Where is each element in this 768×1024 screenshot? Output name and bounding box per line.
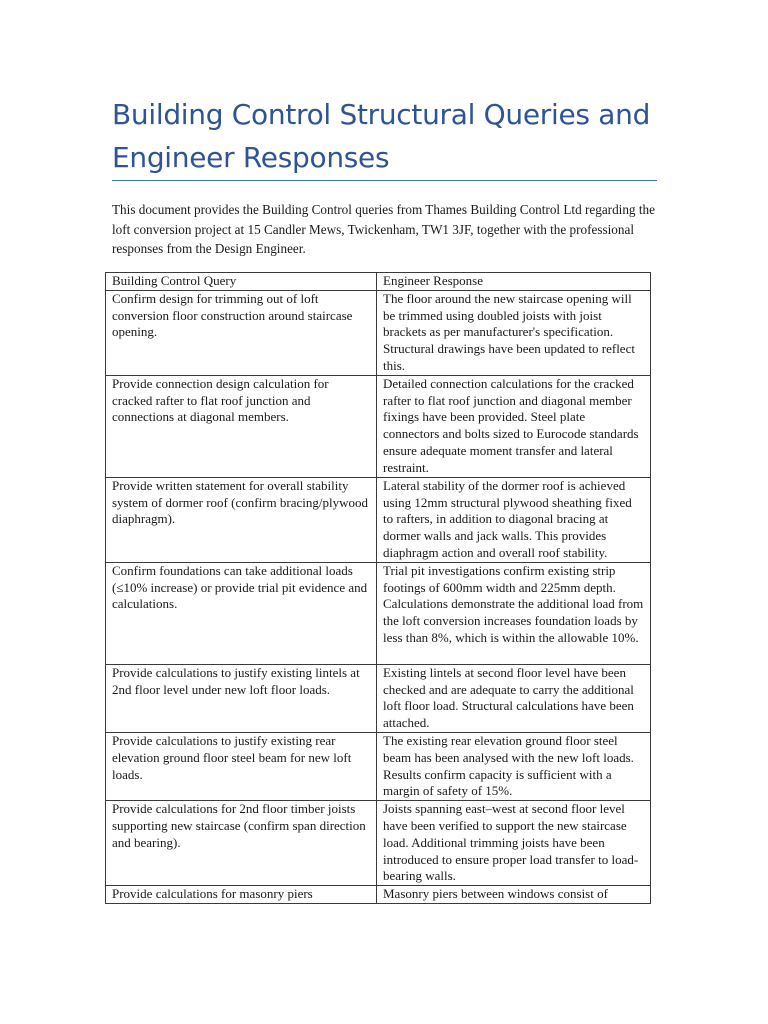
response-cell: Masonry piers between windows consist of	[377, 886, 651, 904]
query-cell: Provide written statement for overall stability system of dormer roof (confirm bracing/plywood diaphragm).	[106, 477, 377, 562]
intro-paragraph: This document provides the Building Control queries from Thames Building Control Ltd regarding the loft conversion project at 15 Candler Mews, Twickenham, TW1 3JF, together with the professional responses from the Design Engineer.	[112, 202, 655, 256]
table-row	[106, 732, 651, 800]
table-row	[106, 801, 651, 886]
response-cell: Existing lintels at second floor level have been checked and are adequate to carry the additional loft floor load. Structural calculations have been attached.	[377, 664, 651, 732]
table-header-row	[106, 273, 651, 291]
response-cell: The existing rear elevation ground floor steel beam has been analysed with the new loft loads. Results confirm capacity is sufficient with a margin of safety of 15%.	[377, 732, 651, 800]
response-cell: Lateral stability of the dormer roof is achieved using 12mm structural plywood sheathing fixed to rafters, in addition to diagonal bracing at dormer walls and jack walls. This provides diaphragm action and overall roof stability.	[377, 477, 651, 562]
query-cell: Provide calculations for masonry piers	[106, 886, 377, 904]
table-row	[106, 562, 651, 664]
query-column-header: Building Control Query	[106, 273, 377, 291]
table-row	[106, 375, 651, 477]
response-cell: Detailed connection calculations for the cracked rafter to flat roof junction and diagonal member fixings have been provided. Steel plate connectors and bolts sized to Eurocode standards ensure adequate moment transfer and lateral restraint.	[377, 375, 651, 477]
table-row	[106, 290, 651, 375]
query-cell: Provide calculations to justify existing lintels at 2nd floor level under new loft floor loads.	[106, 664, 377, 732]
query-cell: Confirm design for trimming out of loft conversion floor construction around staircase opening.	[106, 290, 377, 375]
response-cell: The floor around the new staircase opening will be trimmed using doubled joists with joist brackets as per manufacturer's specification. Structural drawings have been updated to reflect this.	[377, 290, 651, 375]
table-row	[106, 886, 651, 904]
query-cell: Provide calculations to justify existing rear elevation ground floor steel beam for new loft loads.	[106, 732, 377, 800]
table-row	[106, 664, 651, 732]
query-cell: Confirm foundations can take additional loads (≤10% increase) or provide trial pit evidence and calculations.	[106, 562, 377, 664]
queries-table	[105, 272, 651, 904]
response-cell: Joists spanning east–west at second floor level have been verified to support the new staircase load. Additional trimming joists have been introduced to ensure proper load transfer to load-bearing walls.	[377, 801, 651, 886]
response-column-header: Engineer Response	[377, 273, 651, 291]
document-title: Building Control Structural Queries and Engineer Responses	[112, 98, 651, 174]
title-underline-divider	[112, 180, 657, 181]
response-cell: Trial pit investigations confirm existing strip footings of 600mm width and 225mm depth. Calculations demonstrate the additional load from the loft conversion increases foundation loads by less than 8%, which is within the allowable 10%.	[377, 562, 651, 664]
query-cell: Provide connection design calculation for cracked rafter to flat roof junction and connections at diagonal members.	[106, 375, 377, 477]
table-row	[106, 477, 651, 562]
query-cell: Provide calculations for 2nd floor timber joists supporting new staircase (confirm span direction and bearing).	[106, 801, 377, 886]
